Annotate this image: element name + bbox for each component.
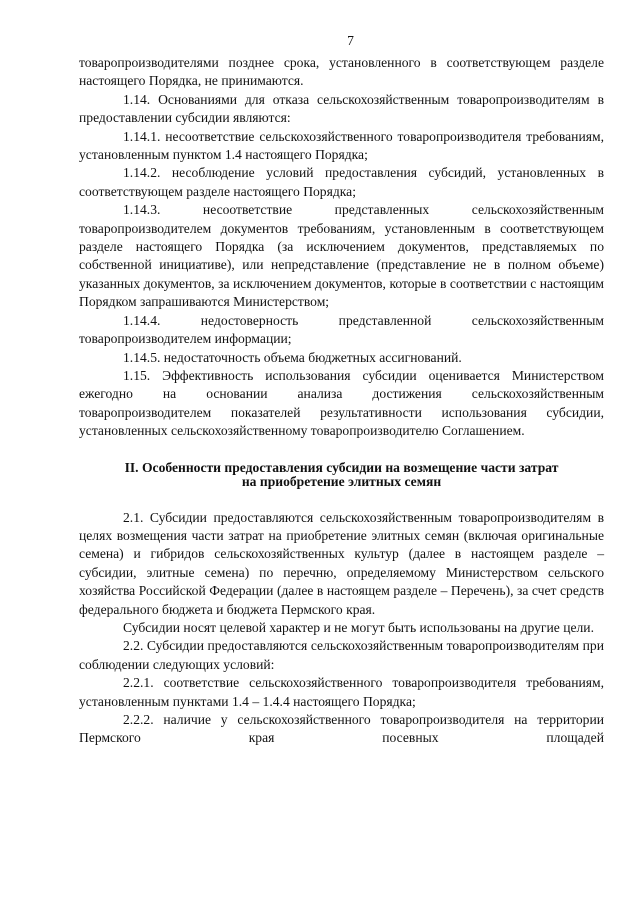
paragraph: 1.14. Основаниями для отказа сельскохозяйственным товаропроизводителям в предоставлении субсидии являются:	[79, 91, 604, 126]
paragraph: 1.14.4. недостоверность представленной сельскохозяйственным товаропроизводителем информации;	[79, 312, 604, 347]
text-block-before	[79, 54, 604, 441]
paragraph: 2.2.2. наличие у сельскохозяйственного товаропроизводителя на территории Пермского края посевных площадей	[79, 712, 604, 746]
section-title-line: II. Особенности предоставления субсидии на возмещение части затрат	[124, 459, 559, 475]
paragraph: 2.2.1. соответствие сельскохозяйственного товаропроизводителя требованиям, установленным пунктами 1.4 – 1.4.4 настоящего Порядка;	[79, 675, 604, 709]
paragraph: 2.2. Субсидии предоставляются сельскохозяйственным товаропроизводителям при соблюдении следующих условий:	[79, 638, 604, 672]
paragraph: 1.15. Эффективность использования субсидии оценивается Министерством ежегодно на основании анализа достижения сельскохозяйственным товаропроизводителем показателей результативности использования субсидии, установленных сельскохозяйственному товаропроизводителю Соглашением.	[79, 367, 604, 439]
paragraph: 1.14.3. несоответствие представленных сельскохозяйственным товаропроизводителем документов требованиям, установленным в соответствующем разделе настоящего Порядка (за исключением документов, представляемых по собственной инициативе), или непредставление (представление не в полном объеме) указанных документов, за исключением документов, которые в соответствии с настоящим Порядком запрашиваются Министерством;	[79, 202, 604, 310]
section-title-line: на приобретение элитных семян	[241, 473, 442, 489]
page-number: 7	[347, 33, 354, 48]
section-title	[79, 461, 604, 489]
text-block-after	[79, 509, 604, 748]
paragraph: 2.1. Субсидии предоставляются сельскохозяйственным товаропроизводителям в целях возмещения части затрат на приобретение элитных семян (включая оригинальные семена) и гибридов сельскохозяйственных культур (далее в настоящем разделе – субсидии, элитные семена) по перечню, определяемому Министерством сельского хозяйства Российской Федерации (далее в настоящем разделе – Перечень), за счет средств федерального бюджета и бюджета Пермского края.	[79, 509, 604, 617]
paragraph: 1.14.5. недостаточность объема бюджетных ассигнований.	[123, 349, 462, 365]
paragraph: Субсидии носят целевой характер и не могут быть использованы на другие цели.	[123, 619, 594, 635]
paragraph: 1.14.1. несоответствие сельскохозяйственного товаропроизводителя требованиям, установленным пунктом 1.4 настоящего Порядка;	[79, 128, 604, 163]
paragraph: товаропроизводителями позднее срока, установленного в соответствующем разделе настоящего Порядка, не принимаются.	[79, 55, 604, 89]
paragraph: 1.14.2. несоблюдение условий предоставления субсидий, установленных в соответствующем разделе настоящего Порядка;	[79, 165, 604, 199]
